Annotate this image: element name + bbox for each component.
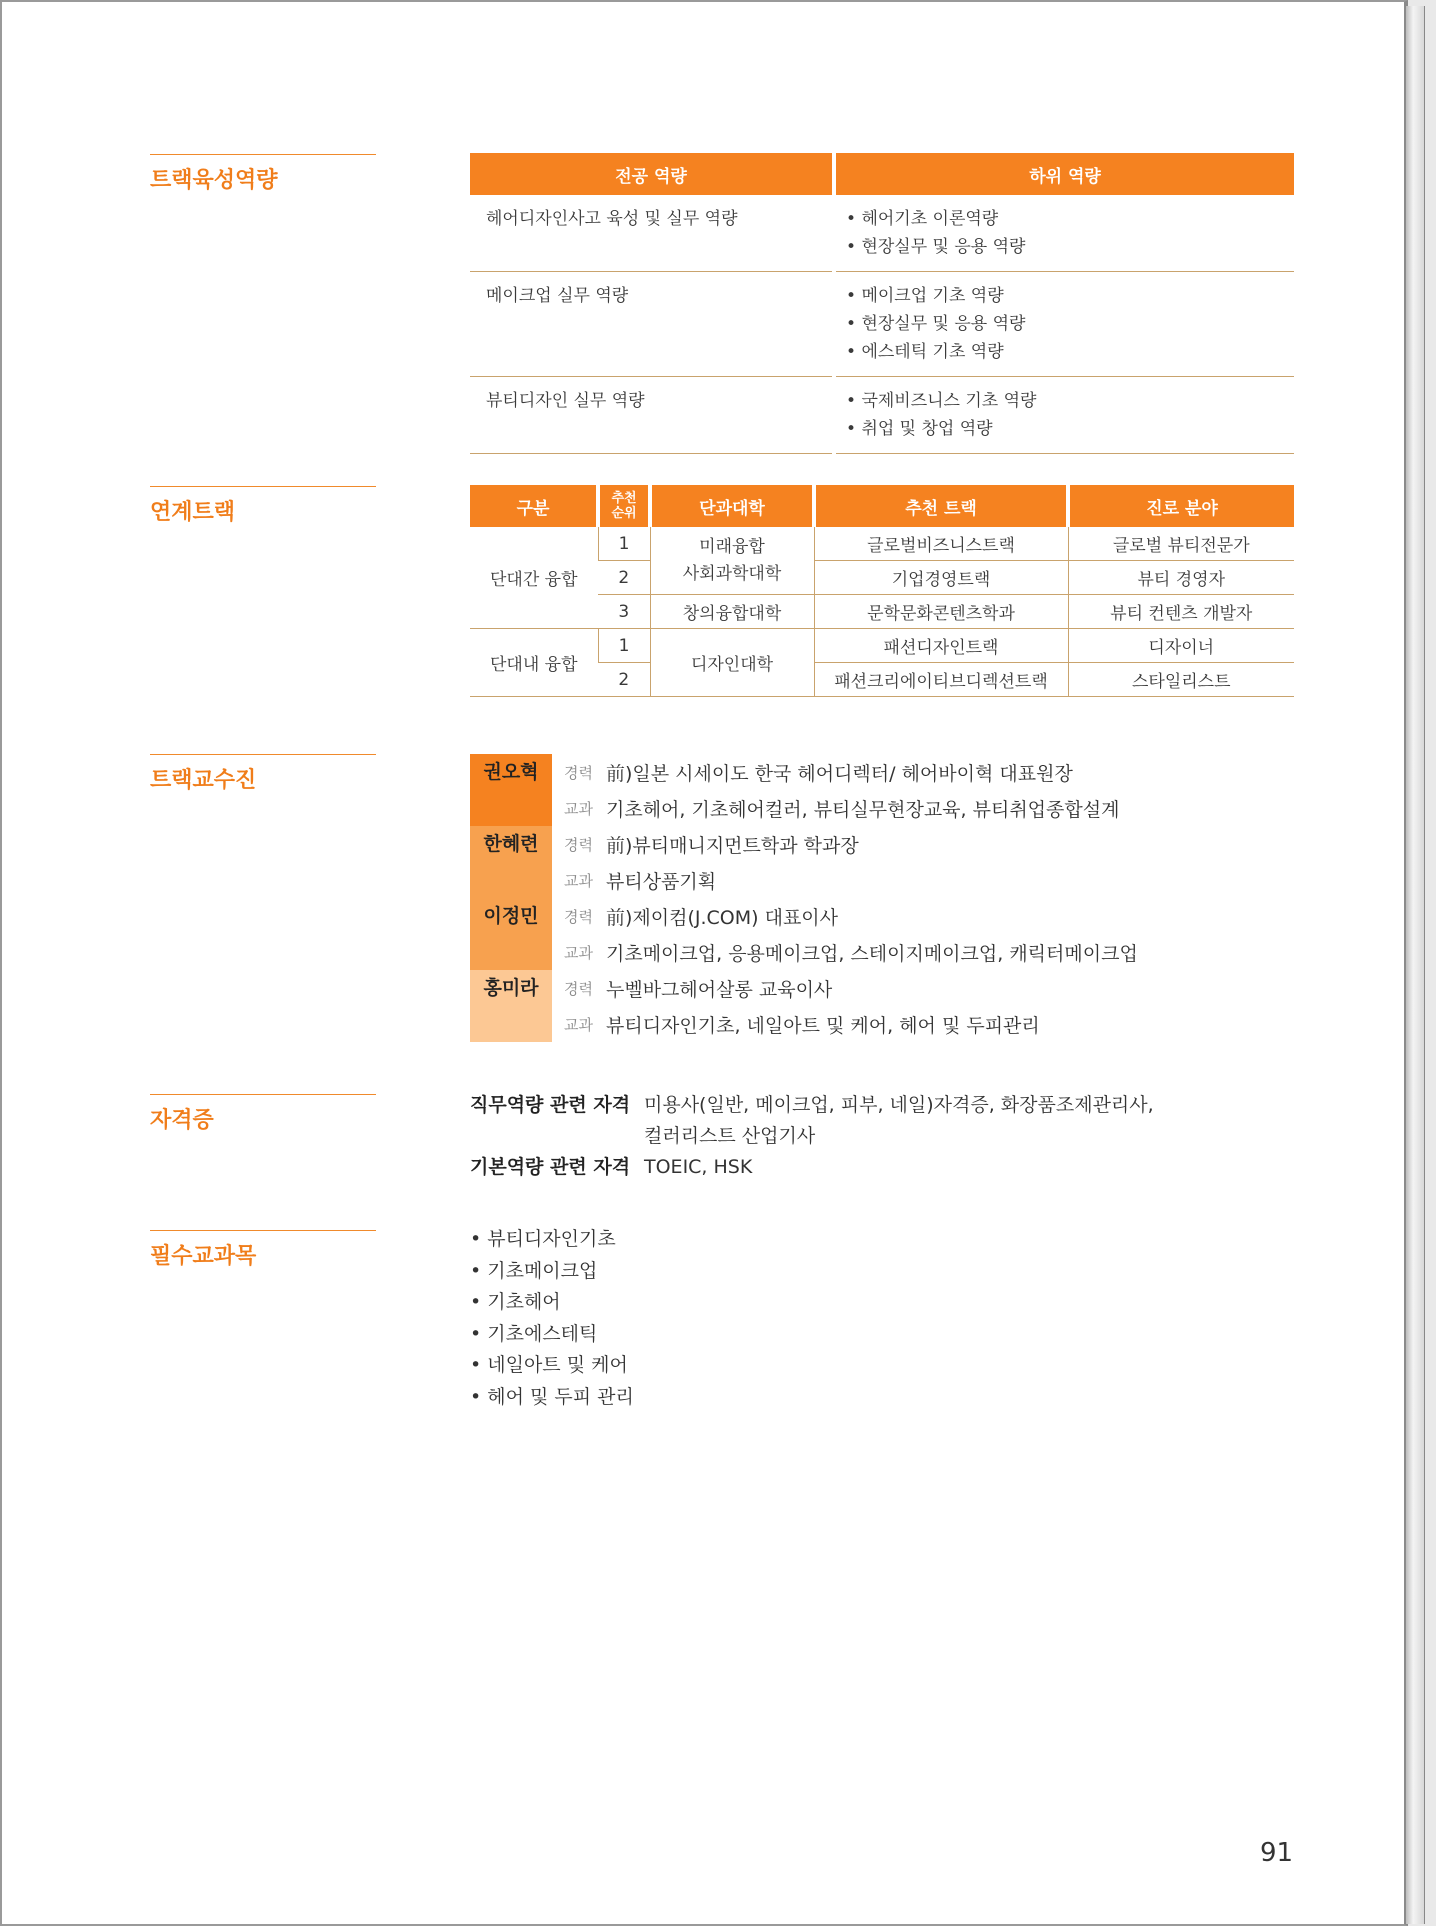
career-tag: 경력 <box>564 979 593 998</box>
basic-cert-row <box>470 1152 1270 1183</box>
header-category: 구분 <box>470 485 598 527</box>
course-tag: 교과 <box>564 943 593 962</box>
section-label-competency: 트랙육성역량 <box>150 154 376 194</box>
faculty-name: 권오혁 <box>470 754 552 790</box>
career-tag: 경력 <box>564 907 593 926</box>
table-row <box>470 377 1294 454</box>
college-cell: 창의융합대학 <box>650 595 814 629</box>
faculty-courses: 뷰티상품기획 <box>606 870 717 893</box>
major-competency-cell: 메이크업 실무 역량 <box>470 272 834 377</box>
basic-cert-label: 기본역량 관련 자격 <box>470 1156 631 1178</box>
major-competency-cell: 헤어디자인사고 육성 및 실무 역량 <box>470 195 834 272</box>
faculty-list <box>470 754 1230 1042</box>
group-intra-college: 단대내 융합 <box>470 629 598 697</box>
table-row <box>470 195 1294 272</box>
track-cell: 패션크리에이티브디렉션트랙 <box>814 663 1068 697</box>
header-rank <box>598 485 650 527</box>
faculty-career-row <box>470 898 1230 934</box>
career-cell: 스타일리스트 <box>1068 663 1294 697</box>
college-line2: 사회과학대학 <box>682 563 782 584</box>
faculty-courses-row <box>470 790 1230 826</box>
list-item: • 국제비즈니스 기초 역량 <box>846 387 1280 415</box>
job-cert-value <box>644 1090 1154 1152</box>
list-item: • 현장실무 및 응용 역량 <box>846 233 1280 261</box>
page-number: 91 <box>1260 1838 1294 1868</box>
job-cert-label: 직무역량 관련 자격 <box>470 1094 631 1116</box>
list-item: • 기초헤어 <box>470 1287 634 1319</box>
faculty-name-bg <box>470 862 552 898</box>
required-courses-list <box>470 1224 634 1414</box>
college-cell <box>650 527 814 595</box>
faculty-courses: 뷰티디자인기초, 네일아트 및 케어, 헤어 및 두피관리 <box>606 1014 1040 1037</box>
sub-competency-cell <box>834 272 1294 377</box>
course-tag: 교과 <box>564 1015 593 1034</box>
competency-table <box>470 153 1294 454</box>
section-label-faculty: 트랙교수진 <box>150 754 376 794</box>
faculty-career-row <box>470 754 1230 790</box>
table-row <box>470 629 1294 663</box>
faculty-courses-row <box>470 1006 1230 1042</box>
faculty-name-bg <box>470 1006 552 1042</box>
college-cell: 디자인대학 <box>650 629 814 697</box>
list-item: • 취업 및 창업 역량 <box>846 415 1280 443</box>
job-cert-line2: 컬러리스트 산업기사 <box>644 1125 816 1147</box>
basic-cert-value: TOEIC, HSK <box>644 1156 753 1178</box>
track-cell: 패션디자인트랙 <box>814 629 1068 663</box>
faculty-career: 前)뷰티매니지먼트학과 학과장 <box>606 834 859 857</box>
header-major-competency: 전공 역량 <box>470 153 834 195</box>
faculty-career: 前)일본 시세이도 한국 헤어디렉터/ 헤어바이혁 대표원장 <box>606 762 1073 785</box>
header-recommended-track: 추천 트랙 <box>814 485 1068 527</box>
section-label-required-courses: 필수교과목 <box>150 1230 376 1270</box>
faculty-name: 한혜련 <box>470 826 552 862</box>
header-sub-competency: 하위 역량 <box>834 153 1294 195</box>
header-career-field: 진로 분야 <box>1068 485 1294 527</box>
rank-cell: 1 <box>598 527 650 561</box>
faculty-courses-row <box>470 934 1230 970</box>
college-line1: 미래융합 <box>699 536 765 557</box>
page-edge <box>1406 6 1425 1924</box>
list-item: • 헤어기초 이론역량 <box>846 205 1280 233</box>
faculty-name-bg <box>470 934 552 970</box>
header-college: 단과대학 <box>650 485 814 527</box>
rank-cell: 3 <box>598 595 650 629</box>
career-cell: 디자이너 <box>1068 629 1294 663</box>
certificates-block <box>470 1090 1270 1183</box>
rank-cell: 1 <box>598 629 650 663</box>
rank-cell: 2 <box>598 663 650 697</box>
faculty-name: 이정민 <box>470 898 552 934</box>
course-tag: 교과 <box>564 799 593 818</box>
faculty-career: 누벨바그헤어살롱 교육이사 <box>606 978 833 1001</box>
section-label-certificates: 자격증 <box>150 1094 376 1134</box>
list-item: • 현장실무 및 응용 역량 <box>846 310 1280 338</box>
linked-track-table <box>470 485 1294 697</box>
faculty-courses: 기초헤어, 기초헤어컬러, 뷰티실무현장교육, 뷰티취업종합설계 <box>606 798 1120 821</box>
list-item: • 기초에스테틱 <box>470 1319 634 1351</box>
job-cert-line1: 미용사(일반, 메이크업, 피부, 네일)자격증, 화장품조제관리사, <box>644 1094 1154 1116</box>
track-cell: 글로벌비즈니스트랙 <box>814 527 1068 561</box>
sub-competency-cell <box>834 195 1294 272</box>
list-item: • 네일아트 및 케어 <box>470 1350 634 1382</box>
job-cert-row <box>470 1090 1270 1152</box>
list-item: • 기초메이크업 <box>470 1256 634 1288</box>
faculty-career: 前)제이컴(J.COM) 대표이사 <box>606 906 839 929</box>
career-cell: 글로벌 뷰티전문가 <box>1068 527 1294 561</box>
list-item: • 헤어 및 두피 관리 <box>470 1382 634 1414</box>
career-tag: 경력 <box>564 763 593 782</box>
list-item: • 뷰티디자인기초 <box>470 1224 634 1256</box>
header-rank-line1: 추천 <box>611 491 637 506</box>
faculty-name: 홍미라 <box>470 970 552 1006</box>
header-rank-line2: 순위 <box>611 506 637 521</box>
section-label-linked-track: 연계트랙 <box>150 486 376 526</box>
faculty-career-row <box>470 826 1230 862</box>
career-tag: 경력 <box>564 835 593 854</box>
faculty-name-bg <box>470 790 552 826</box>
group-inter-college: 단대간 융합 <box>470 527 598 629</box>
sub-competency-cell <box>834 377 1294 454</box>
table-row <box>470 272 1294 377</box>
course-tag: 교과 <box>564 871 593 890</box>
list-item: • 에스테틱 기초 역량 <box>846 338 1280 366</box>
list-item: • 메이크업 기초 역량 <box>846 282 1280 310</box>
faculty-career-row <box>470 970 1230 1006</box>
career-cell: 뷰티 컨텐츠 개발자 <box>1068 595 1294 629</box>
track-cell: 문학문화콘텐츠학과 <box>814 595 1068 629</box>
faculty-courses-row <box>470 862 1230 898</box>
rank-cell: 2 <box>598 561 650 595</box>
faculty-courses: 기초메이크업, 응용메이크업, 스테이지메이크업, 캐릭터메이크업 <box>606 942 1138 965</box>
table-row <box>470 527 1294 561</box>
career-cell: 뷰티 경영자 <box>1068 561 1294 595</box>
track-cell: 기업경영트랙 <box>814 561 1068 595</box>
major-competency-cell: 뷰티디자인 실무 역량 <box>470 377 834 454</box>
